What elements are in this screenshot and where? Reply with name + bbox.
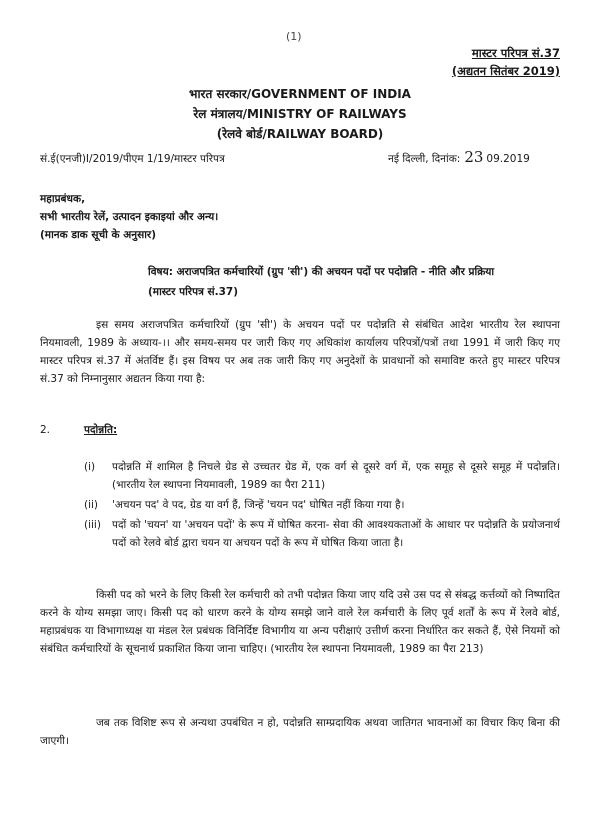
subject-line-2: (मास्टर परिपत्र सं.37)	[148, 286, 239, 298]
section-title: पदोन्नति:	[84, 424, 118, 436]
addressee-line-2: सभी भारतीय रेलें, उत्पादन इकाइयां और अन्य।	[40, 211, 219, 223]
addressee-line-3: (मानक डाक सूची के अनुसार)	[40, 229, 157, 241]
letterhead-government: भारत सरकार/GOVERNMENT OF INDIA	[189, 87, 411, 101]
subject	[148, 262, 568, 302]
list-item-marker: (ii)	[84, 499, 99, 511]
non-discrimination-paragraph: जब तक विशिष्ट रूप से अन्यथा उपबंधित न हो, पदोन्नति साम्प्रदायिक अथवा जातिगत भावनाओं का विचार किए बिना की जाएगी।	[40, 717, 560, 747]
list-item-text: पदों को 'चयन' या 'अचयन पदों' के रूप में घोषित करना- सेवा की आवश्यकताओं के आधार पर पदोन्नति के प्रयोजनार्थ पदों को रेलवे बोर्ड द्वारा चयन या अचयन पदों के रूप में घोषित किया जाता है।	[112, 519, 560, 549]
subject-line-1: विषय: अराजपत्रित कर्मचारियों (ग्रुप 'सी') की अचयन पदों पर पदोन्नति - नीति और प्रक्रिया	[148, 266, 495, 278]
section-heading	[40, 423, 117, 437]
date-day-handwritten: 23	[464, 148, 484, 166]
list-item-marker: (iii)	[84, 519, 101, 531]
master-circular-update: (अद्यतन सितंबर 2019)	[451, 64, 560, 78]
issue-date	[388, 148, 530, 166]
master-circular-label	[452, 44, 560, 80]
definition-list	[84, 458, 560, 554]
date-prefix: नई दिल्ली, दिनांक:	[388, 153, 461, 165]
page-number: (1)	[286, 30, 302, 43]
list-item	[84, 458, 560, 494]
list-item-marker: (i)	[84, 461, 96, 473]
list-item	[84, 516, 560, 552]
master-circular-number: मास्टर परिपत्र सं.37	[471, 46, 560, 60]
section-number: 2.	[40, 424, 51, 436]
list-item-text: 'अचयन पद' वे पद, ग्रेड या वर्ग हैं, जिन्हें 'चयन पद' घोषित नहीं किया गया है।	[112, 499, 405, 511]
reference-number: सं.ई(एनजी)I/2019/पीएम 1/19/मास्टर परिपत्र	[40, 153, 225, 165]
letterhead	[0, 84, 600, 144]
list-item-text: पदोन्नति में शामिल है निचले ग्रेड से उच्चतर ग्रेड में, एक वर्ग से दूसरे वर्ग में, एक समूह से दूसरे समूह में पदोन्नति। (भारतीय रेल स्थापना नियमावली, 1989 का पैरा 211)	[112, 461, 560, 491]
intro-paragraph: इस समय अराजपत्रित कर्मचारियों (ग्रुप 'सी') के अचयन पदों पर पदोन्नति से संबंधित आदेश भारतीय रेल स्थापना नियमावली, 1989 के अध्याय-।। और समय-समय पर जारी किए गए अधिकांश कार्यालय परिपत्रों/पत्रों तथा 1991 में जारी किए गए मास्टर परिपत्र सं.37 में अंतर्विष्ट हैं। इस विषय पर अब तक जारी किए गए अनुदेशों के प्रावधानों को समाविष्ट करते हुए मास्टर परिपत्र सं.37 को निम्नानुसार अद्यतन किया गया है:	[40, 319, 560, 385]
eligibility-paragraph: किसी पद को भरने के लिए किसी रेल कर्मचारी को तभी पदोन्नत किया जाए यदि उसे उस पद से संबद्ध कर्त्तव्यों को निष्पादित करने के योग्य समझा जाए। किसी पद को धारण करने के योग्य समझे जाने वाले रेल कर्मचारी के लिए पूर्व शर्तों के रूप में रेलवे बोर्ड, महाप्रबंधक या विभागाध्यक्ष या मंडल रेल प्रबंधक विनिर्दिष्ट विभागीय या अन्य परीक्षाएं उत्तीर्ण करना निर्धारित कर सकते हैं, ऐसे नियमों को संबंधित कर्मचारियों के सूचनार्थ प्रकाशित किया जाना चाहिए। (भारतीय रेल स्थापना नियमावली, 1989 का पैरा 213)	[40, 589, 560, 655]
list-item	[84, 496, 560, 514]
addressee-line-1: महाप्रबंधक,	[40, 193, 86, 205]
letterhead-board: (रेलवे बोर्ड/RAILWAY BOARD)	[216, 127, 384, 141]
date-rest: 09.2019	[486, 153, 530, 165]
addressee	[40, 190, 218, 244]
letterhead-ministry: रेल मंत्रालय/MINISTRY OF RAILWAYS	[193, 107, 407, 121]
